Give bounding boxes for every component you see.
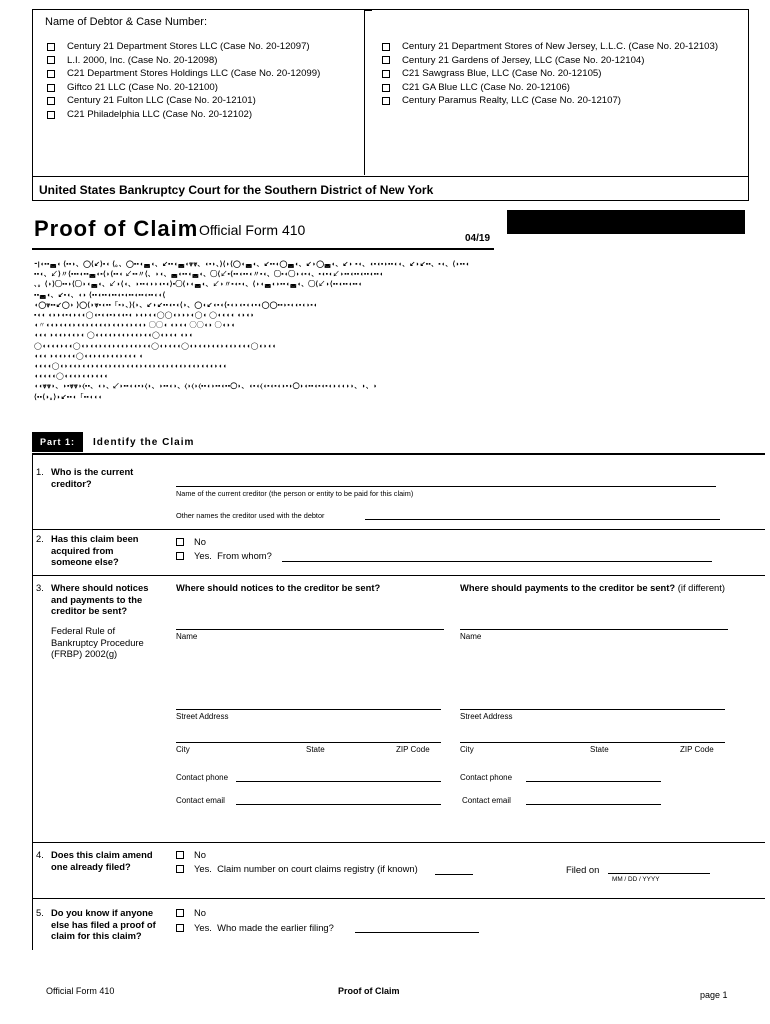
payments-phone-label: Contact phone [460, 773, 513, 782]
notices-city-label: City [176, 745, 190, 754]
checkbox[interactable] [176, 924, 184, 932]
checkbox[interactable] [382, 56, 390, 64]
debtor-option[interactable]: Century 21 Gardens of Jersey, LLC (Case No. 20-12104) [382, 54, 718, 68]
checkbox[interactable] [176, 909, 184, 917]
q2-number: 2. [36, 533, 44, 544]
q2-no-option[interactable]: No [176, 536, 206, 547]
checkbox[interactable] [176, 851, 184, 859]
instructions-block: ⁃|◖▪▪◛◖ ⟨▪▪◗、◯⟨↙⟩▪◖ ⟨。、◯▪▪◖◛◖、↙▪▪◖◛◖⩔⩔、◖▪◗、⟩⟨◗⟨◯◖◛◖、↙▪▪◖◯◛◖、↙◗◯◛◖、↙◗ ▪◖、◖▪◖▪◗▪▪◖◖、↙◗↙▪▪、▪◖、⟨◗▪▪◖ ▪▪◖、↙⟩〃⟨▪▪▪◖▪▪◛◖▪⟨◗⟨▪▪◖ ↙▪▪〃⟨、◗◖、◛◖▪▪◖◛◖、◯⟨↙▪⟨▪▪◖▪▪◖〃▪◖、◯▪◖◯◗◖▪◖、▪◖▪◖↙◗▪▪◖▪▪◖▪▪◖▪▪◖ 、。⟨◗⟩◯▪▪◗⟨◯◗◖◛◖、↙◗⟨◖、◗▪▪◖◗◗◖▪◖⟩▪◯⟨◗◖◛◖、↙◗〃▪◖▪◖、⟨◗◖◛◖◗▪▪◖◛◖、◯⟨↙◗⟨▪▪◖▪▪◖▪▪◖ ▪▪◛◖、↙▪◖、◖◗ ⟨▪▪◖▪▪◖▪▪◖▪◖▪▪◖▪▪◖▪▪◖◖⟨ ◖◯⩔▪▪↙◯◗ ⟩◯⟨◗⩔▪◖▪▪「▪◗、⟩⟨◗、↙◗↙▪▪◖▪◖⟨◗、◯◖↙◖▪◖⟨▪◖◗◖▪◖◖▪◖◯◯▪▪◗▪◖◖▪◖◗▪◖ ▪◖◖ ◖◗◗◖▪◖◗◖◖◯◖▪◖◖▪◗◖◖▪◖ ◗◖◗◖◖◯◯◖◗◗◗◖◯◖ ◯◖◖◖◖ ◖◗◖◗ ◖〃◖◖◗◖◖◖◗◖◖◗◖◖◖◖◗◖◖◗◖◗◖◖◗ ◯◯◖ ◖◗◖◖ ◯◯◖◗ ◯◖◗◖ ◖◖◖ ◗◖◖◗◖◖◗◖ ◯◖◖◖◖◗◖◖◗◖◖◗◖◖◯◖◗◖◖ ◖◗◖ ◯◖◖◖◖◗◖◖◯◖◗◖◖◗◖◖◗◖◖◗◖◖◗◖◖◯◖◗◖◖◖◯◖◗◖◖◗◖◖◗◖◖◗◖◖◖◯◖◗◖◖ ◖◖◖ ◗◖◖◗◖◖◯◖◖◗◖◖◗◖◖◗◖◖◖ ◖ ◖◖◖◖◯◖◗◖◖◗◖◖◗◖◖◖◗◖◖◗◖◖◖◗◖◖◗◖◖◗◖◖◖◗◖◖◗◖◖◖◗◖◖ ◖◖◖◖◖◯◖◖◖◗◖◖◗◖◖◖ ◖◖⩔⩔◗、◗▪⩔⩔◗⟨▪▪、◖◗、↙◗▪▪◖◖▪◗⟨◗、◗▪▪◖◗、⟨◗⟨◗⟨▪▪◖◗▪▪◖▪▪◯◗、◖▪◖⟨◖▪◖▪◖◗▪◗◯◗◖▪▪◖▪◖▪◖◗◖◖◗◗、◗、◗ ⟨▪▪⟨◗。⟩◗↙▪▪◖「▪▪◖◖◖ [34, 261, 470, 401]
payments-street-label: Street Address [460, 712, 513, 721]
q4-text: Does this claim amend one already filed? [51, 849, 153, 872]
notices-email-label: Contact email [176, 796, 225, 805]
payments-zip-label: ZIP Code [680, 745, 714, 754]
debtor-list-right [382, 40, 718, 108]
page-number: page 1 [700, 990, 728, 1000]
q4-number: 4. [36, 849, 44, 860]
notices-street-line[interactable] [176, 709, 441, 710]
title-rule [32, 248, 494, 250]
checkbox[interactable] [176, 552, 184, 560]
payments-street-line[interactable] [460, 709, 725, 710]
payments-phone-line[interactable] [526, 781, 661, 782]
form-subtitle: Official Form 410 [199, 222, 306, 238]
notices-name-line[interactable] [176, 629, 444, 630]
notices-state-label: State [306, 745, 325, 754]
checkbox[interactable] [47, 111, 55, 119]
q5-who-line[interactable] [355, 932, 479, 933]
q1-other-names-line[interactable] [365, 519, 720, 520]
q4-yes-option[interactable]: Yes. Claim number on court claims registry (if known) [176, 863, 418, 874]
checkbox[interactable] [176, 865, 184, 873]
debtor-option[interactable]: Century 21 Department Stores LLC (Case No. 20-12097) [47, 40, 320, 54]
payments-email-line[interactable] [526, 804, 661, 805]
part1-header [32, 432, 194, 452]
debtor-option[interactable]: C21 Philadelphia LLC (Case No. 20-12102) [47, 108, 320, 122]
q5-number: 5. [36, 907, 44, 918]
q5-text: Do you know if anyone else has filed a proof of claim for this claim? [51, 907, 156, 941]
notices-phone-label: Contact phone [176, 773, 229, 782]
q2-rule [32, 575, 765, 576]
checkbox[interactable] [382, 97, 390, 105]
q2-from-whom-line[interactable] [282, 561, 712, 562]
form-title: Proof of Claim [34, 216, 199, 241]
notices-name-label: Name [176, 632, 198, 641]
notices-phone-line[interactable] [236, 781, 441, 782]
redaction-bar [507, 210, 745, 234]
q1-name-line[interactable] [176, 486, 716, 487]
checkbox[interactable] [47, 84, 55, 92]
payments-city-line[interactable] [460, 742, 725, 743]
debtor-box-rule [33, 176, 748, 177]
debtor-option[interactable]: L.I. 2000, Inc. (Case No. 20-12098) [47, 54, 320, 68]
debtor-list-left [47, 40, 320, 122]
notices-city-line[interactable] [176, 742, 441, 743]
footer-form: Official Form 410 [46, 986, 115, 996]
q3-number: 3. [36, 582, 44, 593]
debtor-option[interactable]: C21 Department Stores Holdings LLC (Case No. 20-12099) [47, 67, 320, 81]
q2-text: Has this claim been acquired from someone else? [51, 533, 139, 567]
debtor-option[interactable]: C21 GA Blue LLC (Case No. 20-12106) [382, 81, 718, 95]
q2-yes-option[interactable]: Yes. From whom? [176, 550, 272, 561]
checkbox[interactable] [176, 538, 184, 546]
q1-other-names-label: Other names the creditor used with the debtor [176, 511, 325, 520]
checkbox[interactable] [47, 70, 55, 78]
debtor-box-divider [364, 10, 365, 175]
q3-text: Where should notices and payments to the creditor be sent? [51, 582, 149, 616]
debtor-title: Name of Debtor & Case Number: [45, 16, 208, 28]
part1-rule [32, 453, 765, 455]
footer-title: Proof of Claim [338, 986, 400, 996]
notices-email-line[interactable] [236, 804, 441, 805]
notices-zip-label: ZIP Code [396, 745, 430, 754]
part1-left-border [32, 453, 33, 950]
q1-rule [32, 529, 765, 530]
checkbox[interactable] [47, 56, 55, 64]
q5-no-option[interactable]: No [176, 907, 206, 918]
court-name: United States Bankruptcy Court for the Southern District of New York [39, 183, 434, 197]
debtor-option[interactable]: Century 21 Department Stores of New Jersey, L.L.C. (Case No. 20-12103) [382, 40, 718, 54]
q3-rule-ref: Federal Rule of Bankruptcy Procedure (FRBP) 2002(g) [51, 625, 144, 659]
payments-name-line[interactable] [460, 629, 728, 630]
q4-claim-number-line[interactable] [435, 874, 473, 875]
q4-filed-on-label: Filed on [566, 864, 600, 875]
q4-filed-on-line[interactable] [608, 873, 710, 874]
checkbox[interactable] [382, 43, 390, 51]
payments-state-label: State [590, 745, 609, 754]
notices-street-label: Street Address [176, 712, 229, 721]
debtor-option[interactable]: Century 21 Fulton LLC (Case No. 20-12101) [47, 94, 320, 108]
q4-date-format: MM / DD / YYYY [612, 876, 660, 883]
q1-text: Who is the current creditor? [51, 466, 134, 489]
debtor-option[interactable]: Giftco 21 LLC (Case No. 20-12100) [47, 81, 320, 95]
checkbox[interactable] [47, 97, 55, 105]
debtor-option[interactable]: Century Paramus Realty, LLC (Case No. 20-12107) [382, 94, 718, 108]
payments-email-label: Contact email [462, 796, 511, 805]
checkbox[interactable] [382, 70, 390, 78]
q4-no-option[interactable]: No [176, 849, 206, 860]
q3-rule-bottom [32, 842, 765, 843]
form-date: 04/19 [465, 233, 491, 244]
q1-number: 1. [36, 466, 44, 477]
q3-payments-heading-wrap: Where should payments to the creditor be sent? (if different) [460, 582, 725, 593]
q1-name-hint: Name of the current creditor (the person or entity to be paid for this claim) [176, 489, 414, 498]
debtor-option[interactable]: C21 Sawgrass Blue, LLC (Case No. 20-12105) [382, 67, 718, 81]
payments-city-label: City [460, 745, 474, 754]
checkbox[interactable] [382, 84, 390, 92]
q3-notices-heading: Where should notices to the creditor be sent? [176, 582, 381, 593]
debtor-box [32, 9, 749, 201]
payments-name-label: Name [460, 632, 482, 641]
checkbox[interactable] [47, 43, 55, 51]
part1-tag: Part 1: [32, 432, 83, 452]
top-mark [364, 9, 372, 11]
q4-rule [32, 898, 765, 899]
part1-label: Identify the Claim [93, 436, 195, 448]
q5-yes-option[interactable]: Yes. Who made the earlier filing? [176, 922, 334, 933]
